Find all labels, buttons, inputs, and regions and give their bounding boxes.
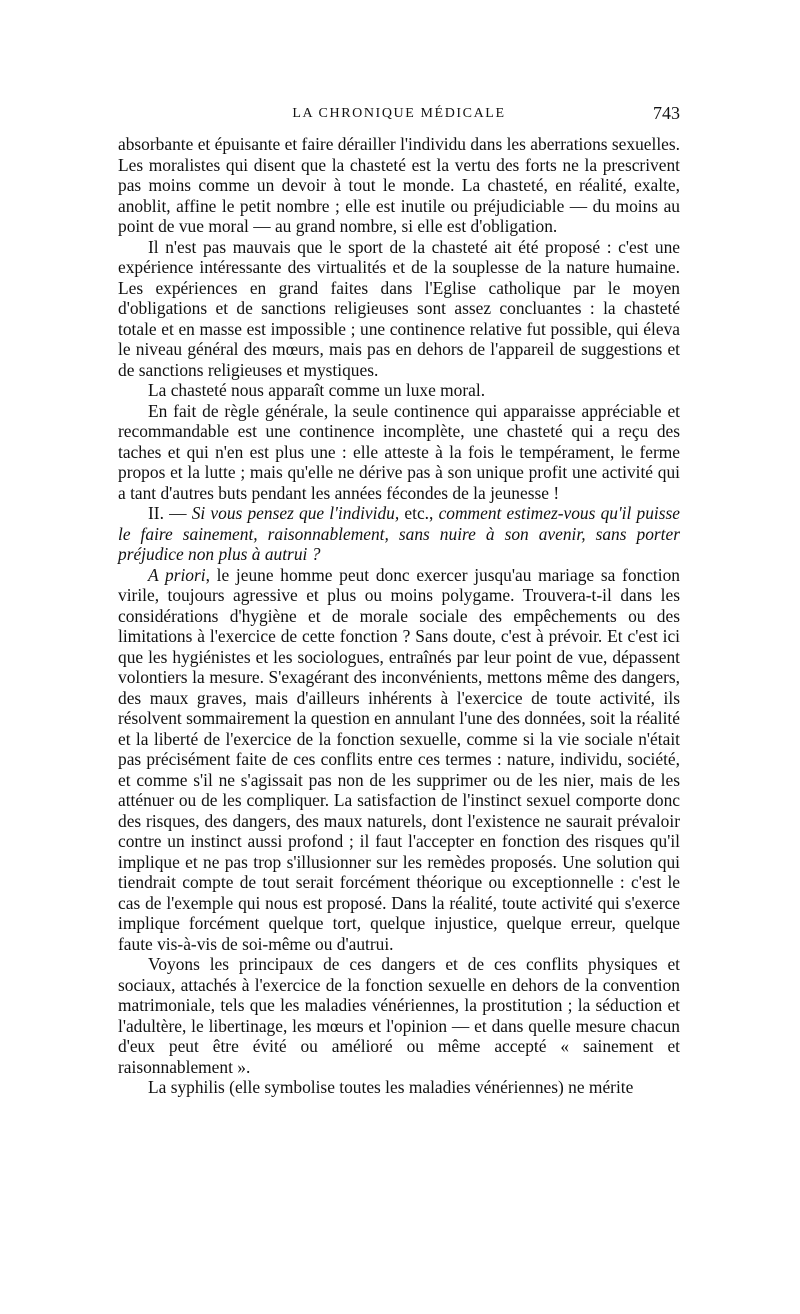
paragraph-a-priori-text: , le jeune homme peut donc exercer jusqu'au mariage sa fonction virile, toujours agressive et plus ou moins polygame. Trouvera-t-il dans les considérations d'hygiène et de morale sociale des empêchements ou des limitations à l'exercice de cette fonction ? Sans doute, c'est à prévoir. Et c'est ici que les hygiénistes et les sociologues, entraînés par leur point de vue, dépassent volontiers la mesure. S'exagérant des inconvénients, mettons même des dangers, des maux graves, mais d'ailleurs inhérents à l'exercice de toute activité, ils résolvent sommairement la question en annulant l'une des données, soit la réalité et la liberté de l'exercice de la fonction sexuelle, comme si la vie sociale n'était pas précisément faite de ces conflits entre ces termes : nature, individu, société, et comme s'il ne s'agissait pas non de les supprimer ou de les nier, mais de les atténuer ou de les compliquer. La satisfaction de l'instinct sexuel comporte donc des risques, des dangers, des maux naturels, dont l'existence ne saurait prévaloir contre un instinct aussi profond ; il faut l'accepter en fonction des risques qu'il implique et ne pas trop s'illusionner sur les remèdes proposés. Une solution qui tiendrait compte de tout serait forcément théorique ou exceptionnelle : c'est le cas de l'exemple qui nous est proposé. Dans la réalité, toute activité qui s'exerce implique forcément quelque tort, quelque injustice, quelque erreur, quelque faute vis-à-vis de soi-même ou d'autrui. bbox=[118, 564, 680, 954]
running-title: LA CHRONIQUE MÉDICALE bbox=[292, 106, 506, 121]
paragraph-syphilis: La syphilis (elle symbolise toutes les maladies vénériennes) ne mérite bbox=[148, 1077, 634, 1097]
paragraph-general-rule: En fait de règle générale, la seule continence qui apparaisse appréciable et recommandable est une continence incomplète, une chasteté qui a reçu des taches et qui n'en est plus une : elle atteste à la fois le tempérament, le ferme propos et la lutte ; mais qu'elle ne dérive pas à son unique profit une activité qui a tant d'autres buts pendant les années fécondes de la jeunesse ! bbox=[118, 400, 680, 503]
paragraph-a-priori bbox=[118, 565, 680, 955]
question-number: II. bbox=[148, 503, 164, 523]
question-etc: etc., bbox=[399, 503, 439, 523]
paragraph-dangers: Voyons les principaux de ces dangers et de ces conflits physiques et sociaux, attachés à l'exercice de la fonction sexuelle en dehors de la convention matrimoniale, tels que les maladies vénériennes, la prostitution ; la séduction et l'adultère, le libertinage, les mœurs et l'opinion — et dans quelle mesure chacun d'eux peut être évité ou amélioré ou même accepté « sainement et raisonnablement ». bbox=[118, 954, 680, 1077]
paragraph-moral-luxury: La chasteté nous apparaît comme un luxe moral. bbox=[148, 380, 486, 400]
question-text-part1: Si vous pensez que l'individu, bbox=[191, 503, 400, 523]
paragraph-chastity-sport: Il n'est pas mauvais que le sport de la chasteté ait été proposé : c'est une expérience intéressante des virtualités et de la souplesse de la nature humaine. Les expériences en grand faites dans l'Eglise catholique par le moyen d'obligations et de sanctions religieuses sont assez concluantes : la chasteté totale et en masse est impossible ; une continence relative fut possible, qui éleva le niveau général des mœurs, mais pas en dehors de l'appareil de suggestions et de sanctions religieuses et mystiques. bbox=[118, 236, 680, 380]
a-priori-emphasis: A priori bbox=[148, 564, 206, 585]
body-text bbox=[118, 134, 680, 1098]
page-header bbox=[118, 103, 680, 130]
question-text-part2: comment estimez-vous qu'il puisse le faire sainement, raisonnablement, sans nuire à son avenir, sans porter préjudice non plus à autrui ? bbox=[118, 503, 681, 564]
paragraph-continuation: absorbante et épuisante et faire dérailler l'individu dans les aberrations sexuelles. Les moralistes qui disent que la chasteté est la vertu des forts ne la prescrivent pas moins comme un devoir à tout le monde. La chasteté, en réalité, exalte, anoblit, affine le petit nombre ; elle est inutile ou préjudiciable — du moins au point de vue moral — au grand nombre, si elle est d'obligation. bbox=[118, 134, 680, 236]
page-number: 743 bbox=[653, 103, 680, 123]
question-two bbox=[118, 503, 680, 565]
question-dash: — bbox=[163, 503, 192, 523]
